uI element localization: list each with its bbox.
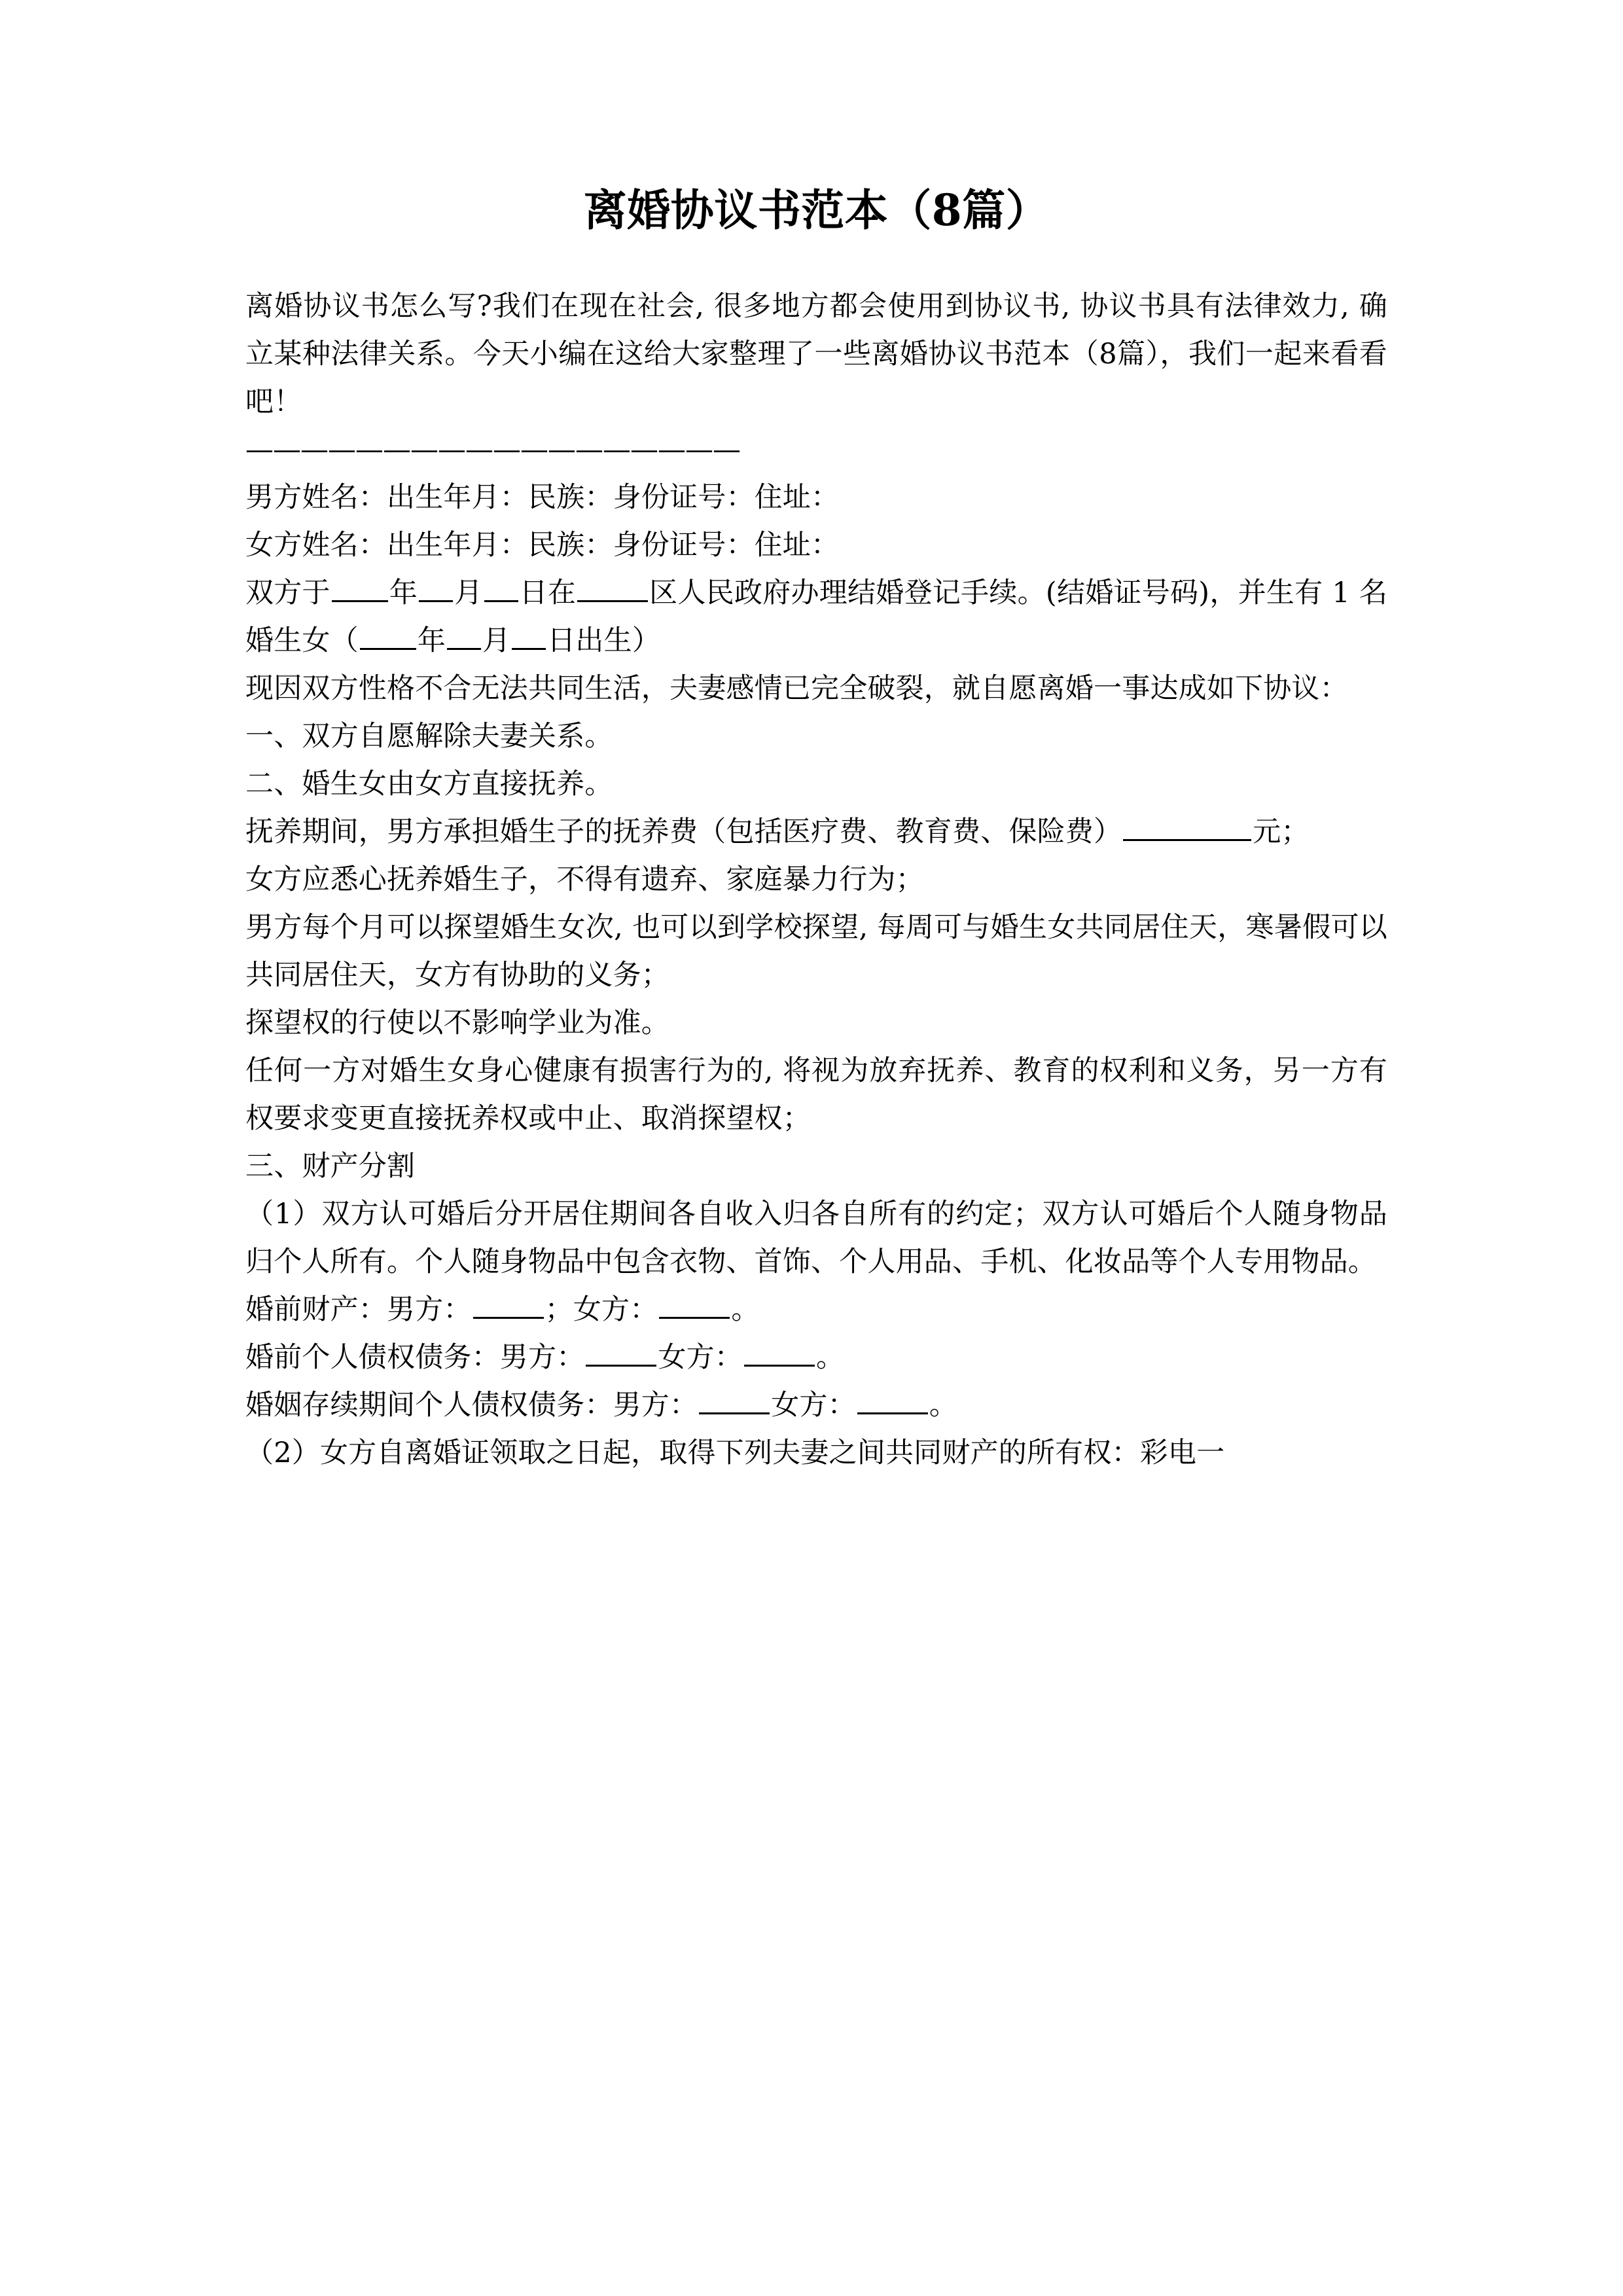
marital-debt-female-blank [857,1390,928,1414]
harm-clause-paragraph: 任何一方对婚生女身心健康有损害行为的, 将视为放弃抚养、教育的权利和义务，另一方有权要求变更直接抚养权或中止、取消探望权； [245,1054,1387,1135]
page-title: 离婚协议书范本（8篇） [583,185,1050,236]
premarital-property-male-blank [473,1295,544,1319]
section-divider: —————————————————— [245,433,740,466]
visitation-paragraph-two: 探望权的行使以不影响学业为准。 [245,1007,669,1039]
marriage-registration-paragraph [245,569,1387,665]
month-blank-2 [447,626,481,650]
marriage-reg-seg6: 年 [417,624,446,657]
premarital-property-paragraph [245,1286,1387,1334]
visitation-paragraph-one: 男方每个月可以探望婚生女次, 也可以到学校探望, 每周可与婚生女共同居住天，寒暑假可以共同居住天，女方有协助的义务； [245,911,1387,992]
marriage-reg-seg4: 日在 [519,577,577,609]
intro-paragraph: 离婚协议书怎么写?我们在现在社会, 很多地方都会使用到协议书, 协议书具有法律效力, 确立某种法律关系。今天小编在这给大家整理了一些离婚协议书范本（8篇），我们一起来看看吧！ [245,290,1387,418]
female-duty-paragraph: 女方应悉心抚养婚生子，不得有遗弃、家庭暴力行为； [245,863,924,896]
marital-debt-label: 婚姻存续期间个人债权债务：男方： [245,1389,698,1422]
property-division-item-one: （1）双方认可婚后分开居住期间各自收入归各自所有的约定；双方认可婚后个人随身物品归个人所有。个人随身物品中包含衣物、首饰、个人用品、手机、化妆品等个人专用物品。 [245,1198,1387,1278]
premarital-debt-label: 婚前个人债权债务：男方： [245,1341,585,1374]
support-fee-amount-blank [1123,817,1251,841]
premarital-property-label: 婚前财产：男方： [245,1293,472,1326]
support-fee-unit: 元； [1253,816,1310,848]
marital-debt-paragraph [245,1382,1387,1429]
support-fee-text: 抚养期间，男方承担婚生子的抚养费（包括医疗费、教育费、保险费） [245,816,1122,848]
clause-two: 二、婚生女由女方直接抚养。 [245,768,613,800]
year-blank-1 [332,578,388,602]
property-division-item-two: （2）女方自离婚证领取之日起，取得下列夫妻之间共同财产的所有权：彩电一 [245,1437,1225,1469]
party-female-info: 女方姓名：出生年月：民族：身份证号：住址： [245,529,840,562]
divorce-reason-paragraph: 现因双方性格不合无法共同生活，夫妻感情已完全破裂，就自愿离婚一事达成如下协议： [245,672,1348,705]
marriage-reg-seg2: 年 [389,577,418,609]
day-blank-2 [512,626,546,650]
premarital-debt-paragraph [245,1334,1387,1382]
year-blank-2 [360,626,416,650]
marital-debt-mid: 女方： [771,1389,856,1422]
document-content [245,0,1387,1477]
premarital-debt-end: 。 [816,1341,845,1374]
marriage-reg-seg8: 日出生） [547,624,661,657]
clause-one: 一、双方自愿解除夫妻关系。 [245,720,613,753]
premarital-debt-male-blank [586,1342,656,1367]
district-blank [577,578,648,602]
clause-three: 三、财产分割 [245,1150,416,1183]
day-blank-1 [484,578,518,602]
premarital-debt-mid: 女方： [658,1341,743,1374]
marriage-reg-seg5: 区人民政府办理结婚登记手续。(结婚证号码)，并生有 1 名婚生女（ [245,577,1388,657]
marriage-reg-seg7: 月 [482,624,511,657]
marital-debt-male-blank [699,1390,770,1414]
marital-debt-end: 。 [929,1389,958,1422]
marriage-reg-seg1: 双方于 [245,577,330,609]
party-male-info: 男方姓名：出生年月：民族：身份证号：住址： [245,481,840,514]
premarital-property-mid: ；女方： [544,1293,658,1326]
premarital-property-female-blank [659,1295,730,1319]
marriage-reg-seg3: 月 [454,577,483,609]
month-blank-1 [419,578,453,602]
premarital-property-end: 。 [731,1293,760,1326]
premarital-debt-female-blank [744,1342,815,1367]
support-fee-paragraph [245,808,1387,856]
